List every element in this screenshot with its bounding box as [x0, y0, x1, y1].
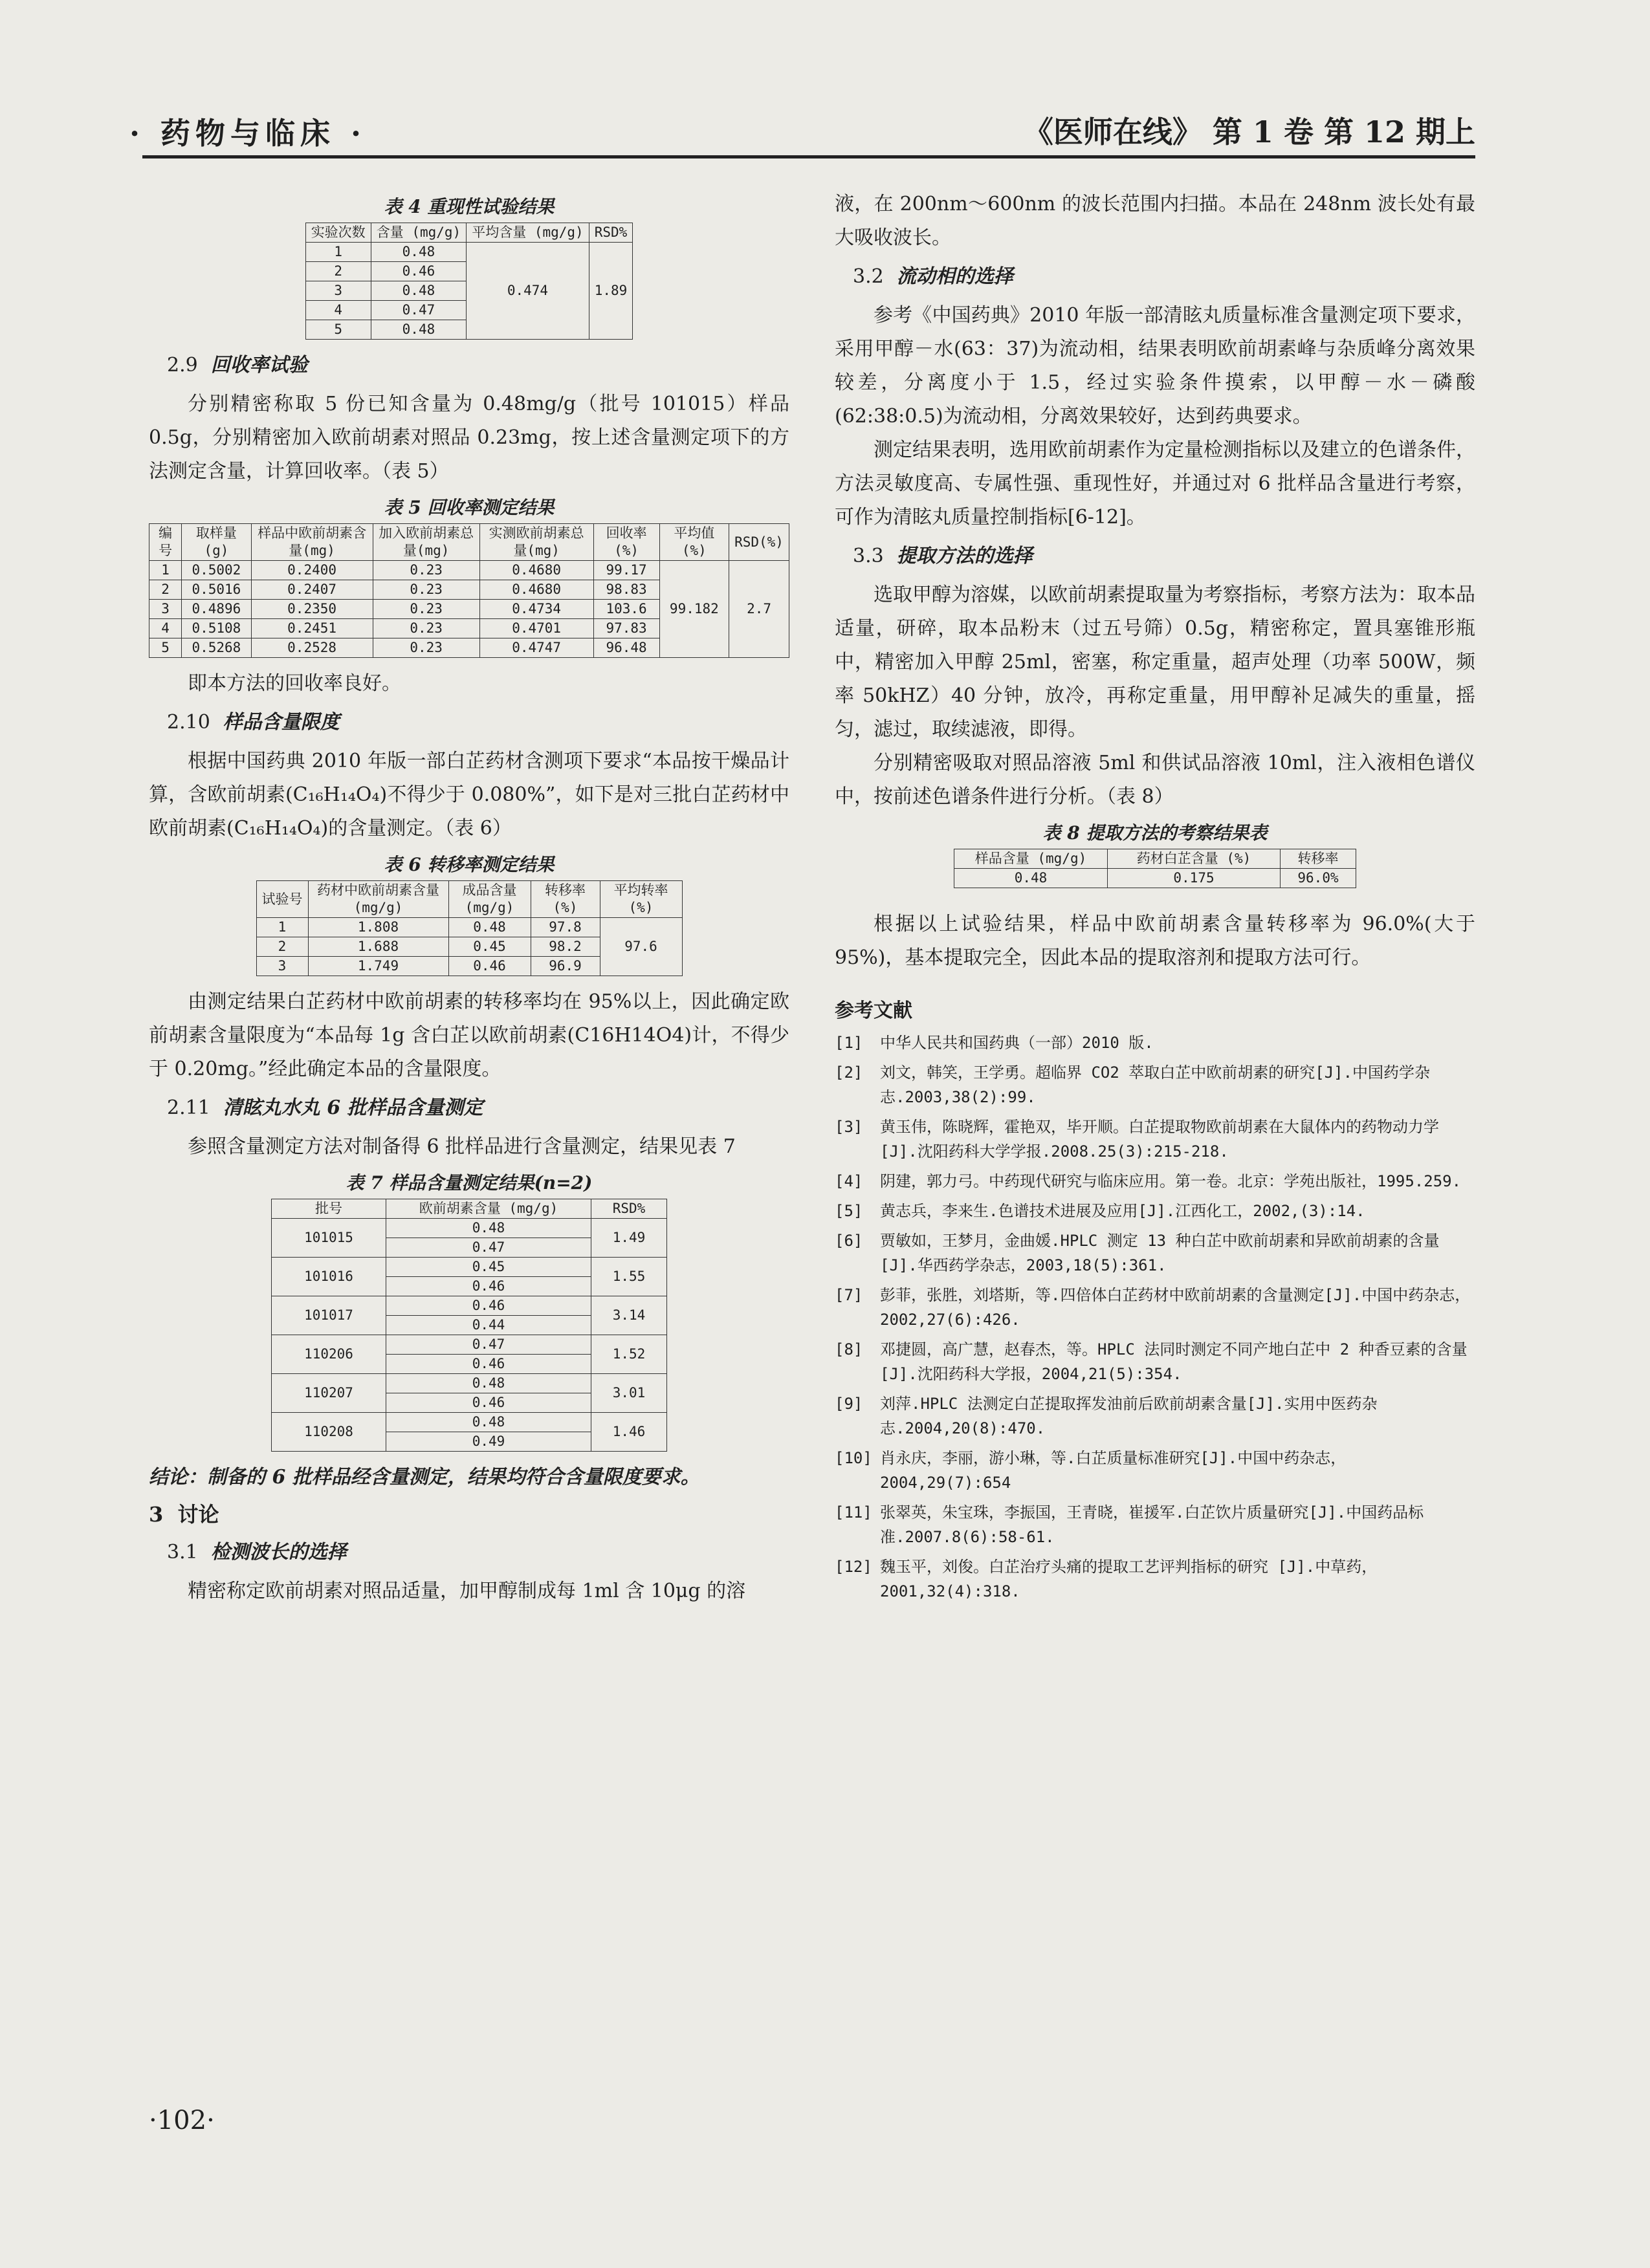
table8-caption: 表 8 提取方法的考察结果表 — [1042, 822, 1268, 844]
t5-rsd: 2.7 — [729, 561, 789, 658]
section-2-10-paragraph: 根据中国药典 2010 年版一部白芷药材含测项下要求“本品按干燥品计算，含欧前胡素(C₁₆H₁₄O₄)不得少于 0.080%”，如下是对三批白芷药材中欧前胡素(C₁₆H₁₄O₄)的含量测定。（表 6） — [149, 750, 789, 840]
t4-cell: 0.48 — [371, 320, 467, 340]
t5-header: 实测欧前胡素总量(mg) — [479, 524, 593, 561]
ref-text: 张翠英，朱宝珠，李振国，王青晓，崔援军.白芷饮片质量研究[J].中国药品标准.2007.8(6):58-61. — [880, 1503, 1424, 1546]
ref-number: [8] — [835, 1340, 863, 1358]
ref-text: 邓捷圆，高广慧，赵春杰，等。HPLC 法同时测定不同产地白芷中 2 种香豆素的含量[J].沈阳药科大学报，2004,21(5):354. — [880, 1340, 1468, 1383]
section-3-3-paragraph-1: 选取甲醇为溶媒，以欧前胡素提取量为考察指标，考察方法为：取本品适量，研碎，取本品粉末（过五号筛）0.5g，精密称定，置具塞锥形瓶中，精密加入甲醇 25ml，密塞，称定重量，超声处理（功率 500W，频率 50kHZ）40 分钟，放冷，再称定重量，用甲醇补足减失的重量，摇匀，滤过，取续滤液，即得。 — [835, 583, 1475, 741]
ref-text: 黄志兵，李来生.色谱技术进展及应用[J].江西化工，2002,(3):14. — [880, 1202, 1365, 1220]
table4-caption: 表 4 重现性试验结果 — [384, 196, 555, 217]
t5-header: 加入欧前胡素总量(mg) — [373, 524, 479, 561]
t4-cell: 0.48 — [371, 281, 467, 301]
t7-value: 0.46 — [386, 1296, 591, 1316]
t7-rsd: 3.01 — [591, 1374, 667, 1413]
t7-value: 0.48 — [386, 1219, 591, 1238]
t4-cell: 2 — [305, 262, 371, 281]
ref-number: [7] — [835, 1286, 863, 1304]
t7-rsd: 3.14 — [591, 1296, 667, 1335]
section-title: 样品含量限度 — [223, 711, 340, 734]
page-number: ·102· — [149, 2106, 215, 2135]
section-2-10-heading — [167, 706, 789, 739]
reference-item — [835, 1199, 1475, 1223]
section-2-11-heading — [167, 1091, 789, 1125]
section-title: 流动相的选择 — [896, 265, 1013, 288]
ref-text: 中华人民共和国药典（一部）2010 版. — [880, 1034, 1154, 1052]
ref-number: [4] — [835, 1172, 863, 1190]
t5-cell: 0.23 — [373, 561, 479, 580]
section-2-9-paragraph: 分别精密称取 5 份已知含量为 0.48mg/g（批号 101015）样品 0.5g，分别精密加入欧前胡素对照品 0.23mg，按上述含量测定项下的方法测定含量，计算回收率。（表 5） — [149, 393, 789, 483]
t5-cell: 5 — [149, 638, 182, 658]
ref-text: 刘萍.HPLC 法测定白芷提取挥发油前后欧前胡素含量[J].实用中医药杂志.2004,20(8):470. — [880, 1395, 1378, 1437]
t7-header: 欧前胡素含量 (mg/g) — [386, 1199, 591, 1219]
t7-value: 0.48 — [386, 1374, 591, 1393]
section-3-2-paragraph-1: 参考《中国药典》2010 年版一部清眩丸质量标准含量测定项下要求，采用甲醇－水(63：37)为流动相，结果表明欧前胡素峰与杂质峰分离效果较差，分离度小于 1.5，经过实验条件摸索，以甲醇－水－磷酸(62:38:0.5)为流动相，分离效果较好，达到药典要求。 — [835, 304, 1475, 428]
t4-cell: 4 — [305, 301, 371, 320]
reference-item — [835, 1228, 1475, 1278]
t5-cell: 0.2451 — [251, 619, 373, 638]
t5-header: 回收率(%) — [593, 524, 659, 561]
t7-batch: 101015 — [272, 1219, 386, 1258]
table7-caption: 表 7 样品含量测定结果(n=2) — [346, 1172, 593, 1194]
t5-cell: 0.2350 — [251, 600, 373, 619]
t5-cell: 1 — [149, 561, 182, 580]
t5-cell: 0.23 — [373, 580, 479, 600]
t5-cell: 0.4734 — [479, 600, 593, 619]
t4-mean: 0.474 — [467, 243, 589, 340]
table5 — [149, 523, 789, 658]
t5-header: 编号 — [149, 524, 182, 561]
t5-cell: 0.4680 — [479, 580, 593, 600]
t4-cell: 0.48 — [371, 243, 467, 262]
ref-number: [6] — [835, 1232, 863, 1250]
reference-item — [835, 1030, 1475, 1055]
ref-number: [5] — [835, 1202, 863, 1220]
t6-header: 成品含量(mg/g) — [448, 881, 531, 918]
t7-rsd: 1.55 — [591, 1258, 667, 1296]
t7-batch: 110208 — [272, 1413, 386, 1452]
t8-cell: 96.0% — [1281, 869, 1356, 888]
section-2-11-paragraph: 参照含量测定方法对制备得 6 批样品进行含量测定，结果见表 7 — [188, 1135, 736, 1158]
section-title: 清眩丸水丸 6 批样品含量测定 — [223, 1096, 483, 1119]
t5-cell: 0.23 — [373, 600, 479, 619]
t7-value: 0.47 — [386, 1238, 591, 1258]
t5-header: 平均值(%) — [659, 524, 729, 561]
t5-header: RSD(%) — [729, 524, 789, 561]
t5-cell: 0.5002 — [182, 561, 251, 580]
t4-rsd: 1.89 — [589, 243, 633, 340]
t5-cell: 0.2400 — [251, 561, 373, 580]
transfer-rate-paragraph: 由测定结果白芷药材中欧前胡素的转移率均在 95%以上，因此确定欧前胡素含量限度为“本品每 1g 含白芷以欧前胡素(C16H14O4)计，不得少于 0.20mg。”经此确定本品的含量限度。 — [149, 990, 789, 1080]
ref-number: [9] — [835, 1395, 863, 1413]
section-number: 2.9 — [167, 354, 198, 376]
section-3-2-paragraph-2: 测定结果表明，选用欧前胡素作为定量检测指标以及建立的色谱条件，方法灵敏度高、专属性强、重现性好，并通过对 6 批样品含量进行考察，可作为清眩丸质量控制指标[6-12]。 — [835, 439, 1475, 529]
t7-batch: 101016 — [272, 1258, 386, 1296]
t7-value: 0.46 — [386, 1393, 591, 1413]
t6-cell: 3 — [256, 957, 308, 976]
ref-text: 贾敏如，王梦月，金曲媛.HPLC 测定 13 种白芷中欧前胡素和异欧前胡素的含量[J].华西药学杂志，2003,18(5):361. — [880, 1232, 1440, 1274]
t5-cell: 0.5108 — [182, 619, 251, 638]
reference-item — [835, 1391, 1475, 1441]
ref-number: [1] — [835, 1034, 863, 1052]
section-title: 提取方法的选择 — [896, 545, 1033, 567]
section-3-3-paragraph-2: 分别精密吸取对照品溶液 5ml 和供试品溶液 10ml，注入液相色谱仪中，按前述色谱条件进行分析。（表 8） — [835, 752, 1475, 808]
t6-cell: 97.8 — [531, 918, 600, 937]
section-number: 3.3 — [853, 545, 884, 567]
t5-cell: 0.23 — [373, 619, 479, 638]
reference-item — [835, 1554, 1475, 1604]
section-number: 2.10 — [167, 711, 210, 734]
reference-item — [835, 1169, 1475, 1194]
header-rule — [142, 155, 1475, 158]
section-number: 2.11 — [167, 1096, 210, 1119]
t6-cell: 96.9 — [531, 957, 600, 976]
t4-cell: 0.46 — [371, 262, 467, 281]
ref-text: 黄玉伟，陈晓辉，霍艳双，毕开顺。白芷提取物欧前胡素在大鼠体内的药物动力学[J].沈阳药科大学学报.2008.25(3):215-218. — [880, 1118, 1439, 1161]
section-title: 讨论 — [177, 1502, 219, 1527]
t4-header: 平均含量 (mg/g) — [467, 223, 589, 243]
section-2-9-heading — [167, 349, 789, 382]
t4-header: 含量 (mg/g) — [371, 223, 467, 243]
t7-value: 0.44 — [386, 1316, 591, 1335]
t4-header: 实验次数 — [305, 223, 371, 243]
t5-cell: 98.83 — [593, 580, 659, 600]
ref-number: [10] — [835, 1449, 872, 1467]
section-number: 3.1 — [167, 1541, 198, 1564]
t6-cell: 2 — [256, 937, 308, 957]
section-3-3-paragraph-3: 根据以上试验结果，样品中欧前胡素含量转移率为 96.0%(大于 95%)，基本提取完全，因此本品的提取溶剂和提取方法可行。 — [835, 913, 1475, 969]
ref-text: 彭菲，张胜，刘塔斯，等.四倍体白芷药材中欧前胡素的含量测定[J].中国中药杂志，2002,27(6):426. — [880, 1286, 1471, 1329]
section-3-3-heading — [853, 540, 1475, 573]
t6-mean: 97.6 — [600, 918, 682, 976]
t7-batch: 101017 — [272, 1296, 386, 1335]
t4-cell: 1 — [305, 243, 371, 262]
section-title: 检测波长的选择 — [210, 1541, 347, 1564]
reference-item — [835, 1500, 1475, 1549]
right-column — [835, 188, 1475, 1609]
section-3-1-continuation: 液，在 200nm～600nm 的波长范围内扫描。本品在 248nm 波长处有最大吸收波长。 — [835, 193, 1475, 249]
t7-header: 批号 — [272, 1199, 386, 1219]
t5-cell: 0.4747 — [479, 638, 593, 658]
t7-value: 0.49 — [386, 1432, 591, 1452]
t7-value: 0.48 — [386, 1413, 591, 1432]
t7-value: 0.45 — [386, 1258, 591, 1277]
t5-cell: 97.83 — [593, 619, 659, 638]
t7-batch: 110207 — [272, 1374, 386, 1413]
left-column — [149, 188, 789, 1608]
table5-caption: 表 5 回收率测定结果 — [384, 497, 555, 518]
header-journal-title: 《医师在线》 第 1 卷 第 12 期上 — [1023, 114, 1475, 149]
conclusion-line: 结论：制备的 6 批样品经含量测定，结果均符合含量限度要求。 — [149, 1466, 700, 1488]
t7-rsd: 1.49 — [591, 1219, 667, 1258]
ref-number: [11] — [835, 1503, 872, 1521]
t7-header: RSD% — [591, 1199, 667, 1219]
section-3-1-heading — [167, 1536, 789, 1569]
ref-text: 阴建，郭力弓。中药现代研究与临床应用。第一卷。北京：学苑出版社，1995.259. — [880, 1172, 1462, 1190]
t5-cell: 0.4680 — [479, 561, 593, 580]
section-3-2-heading — [853, 260, 1475, 294]
t5-cell: 2 — [149, 580, 182, 600]
table4 — [305, 223, 633, 340]
table6-caption: 表 6 转移率测定结果 — [384, 854, 555, 875]
t4-header: RSD% — [589, 223, 633, 243]
table8 — [954, 849, 1356, 888]
t5-cell: 3 — [149, 600, 182, 619]
t6-cell: 1.688 — [308, 937, 448, 957]
references-heading: 参考文献 — [835, 999, 912, 1022]
t8-cell: 0.175 — [1108, 869, 1281, 888]
t8-cell: 0.48 — [954, 869, 1108, 888]
header-section-label: · 药物与临床 · — [129, 116, 367, 151]
t6-cell: 0.46 — [448, 957, 531, 976]
t7-rsd: 1.46 — [591, 1413, 667, 1452]
t5-cell: 103.6 — [593, 600, 659, 619]
t6-header: 药材中欧前胡素含量(mg/g) — [308, 881, 448, 918]
t6-cell: 98.2 — [531, 937, 600, 957]
t7-value: 0.46 — [386, 1355, 591, 1374]
t6-cell: 0.48 — [448, 918, 531, 937]
t6-cell: 1.749 — [308, 957, 448, 976]
t4-cell: 3 — [305, 281, 371, 301]
t5-cell: 4 — [149, 619, 182, 638]
t8-header: 转移率 — [1281, 849, 1356, 869]
ref-text: 魏玉平，刘俊。白芷治疗头痛的提取工艺评判指标的研究 [J].中草药，2001,32(4):318. — [880, 1558, 1378, 1600]
t6-header: 平均转率(%) — [600, 881, 682, 918]
t5-header: 取样量(g) — [182, 524, 251, 561]
t5-cell: 0.5268 — [182, 638, 251, 658]
table7 — [271, 1199, 667, 1452]
reference-item — [835, 1283, 1475, 1332]
t7-value: 0.47 — [386, 1335, 591, 1355]
reference-list — [835, 1030, 1475, 1604]
t5-mean: 99.182 — [659, 561, 729, 658]
t8-header: 样品含量 (mg/g) — [954, 849, 1108, 869]
table6 — [256, 880, 683, 976]
t7-value: 0.46 — [386, 1277, 591, 1296]
t5-cell: 0.2407 — [251, 580, 373, 600]
t4-cell: 5 — [305, 320, 371, 340]
t8-header: 药材白芷含量 (%) — [1108, 849, 1281, 869]
t5-cell: 0.4896 — [182, 600, 251, 619]
t5-cell: 99.17 — [593, 561, 659, 580]
ref-text: 肖永庆，李丽，游小琳，等.白芷质量标准研究[J].中国中药杂志，2004,29(7):654 — [880, 1449, 1347, 1492]
section-number: 3.2 — [853, 265, 884, 288]
ref-number: [2] — [835, 1063, 863, 1082]
t6-cell: 1 — [256, 918, 308, 937]
t7-batch: 110206 — [272, 1335, 386, 1374]
t5-cell: 0.23 — [373, 638, 479, 658]
ref-number: [3] — [835, 1118, 863, 1136]
t6-header: 试验号 — [256, 881, 308, 918]
section-3-heading — [149, 1498, 789, 1531]
t6-cell: 0.45 — [448, 937, 531, 957]
t6-header: 转移率(%) — [531, 881, 600, 918]
section-3-1-paragraph: 精密称定欧前胡素对照品适量，加甲醇制成每 1ml 含 10μg 的溶 — [188, 1580, 746, 1602]
t5-cell: 0.4701 — [479, 619, 593, 638]
t5-cell: 96.48 — [593, 638, 659, 658]
reference-item — [835, 1115, 1475, 1164]
recovery-conclusion: 即本方法的回收率良好。 — [188, 672, 401, 695]
ref-text: 刘文，韩笑，王学勇。超临界 CO2 萃取白芷中欧前胡素的研究[J].中国药学杂志.2003,38(2):99. — [880, 1063, 1431, 1106]
ref-number: [12] — [835, 1558, 872, 1576]
t5-cell: 0.2528 — [251, 638, 373, 658]
t5-cell: 0.5016 — [182, 580, 251, 600]
section-title: 回收率试验 — [210, 354, 308, 376]
section-number: 3 — [149, 1502, 164, 1527]
t5-header: 样品中欧前胡素含量(mg) — [251, 524, 373, 561]
t4-cell: 0.47 — [371, 301, 467, 320]
t6-cell: 1.808 — [308, 918, 448, 937]
reference-item — [835, 1446, 1475, 1495]
t7-rsd: 1.52 — [591, 1335, 667, 1374]
reference-item — [835, 1337, 1475, 1386]
reference-item — [835, 1060, 1475, 1109]
